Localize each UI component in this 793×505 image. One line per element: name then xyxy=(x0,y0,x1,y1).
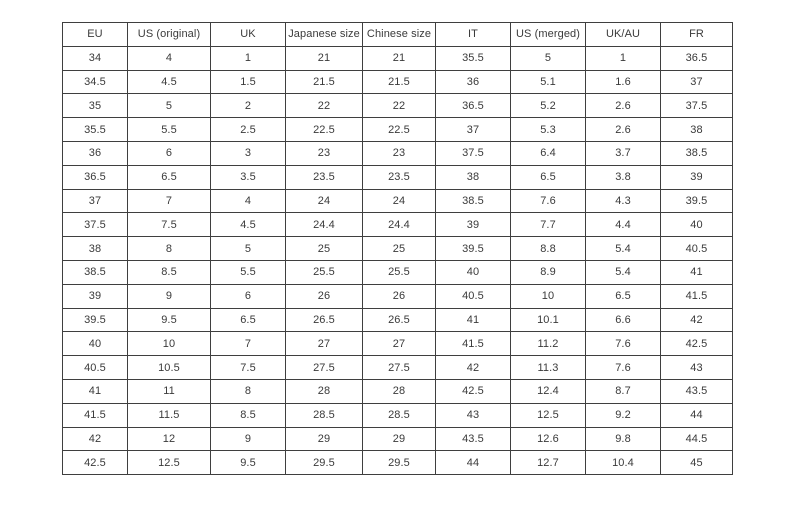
table-cell: 21.5 xyxy=(286,70,363,94)
table-cell: 39 xyxy=(63,284,128,308)
column-header: UK/AU xyxy=(586,23,661,47)
table-row xyxy=(63,403,733,427)
table-cell: 5.5 xyxy=(211,260,286,284)
column-header: US (merged) xyxy=(511,23,586,47)
table-cell: 3.5 xyxy=(211,165,286,189)
table-cell: 1 xyxy=(211,46,286,70)
table-header xyxy=(63,23,733,47)
table-cell: 6 xyxy=(211,284,286,308)
table-cell: 10.1 xyxy=(511,308,586,332)
table-row xyxy=(63,284,733,308)
table-cell: 26 xyxy=(286,284,363,308)
table-cell: 5 xyxy=(128,94,211,118)
table-row xyxy=(63,451,733,475)
table-cell: 8.9 xyxy=(511,260,586,284)
table-cell: 9 xyxy=(128,284,211,308)
table-cell: 40 xyxy=(661,213,733,237)
table-cell: 44 xyxy=(661,403,733,427)
table-cell: 5.4 xyxy=(586,237,661,261)
table-cell: 27.5 xyxy=(286,356,363,380)
table-cell: 24 xyxy=(286,189,363,213)
table-cell: 42 xyxy=(63,427,128,451)
table-cell: 39.5 xyxy=(661,189,733,213)
table-cell: 1.5 xyxy=(211,70,286,94)
table-cell: 11.3 xyxy=(511,356,586,380)
table-cell: 25 xyxy=(286,237,363,261)
table-cell: 12.6 xyxy=(511,427,586,451)
table-row xyxy=(63,213,733,237)
table-cell: 44.5 xyxy=(661,427,733,451)
column-header: EU xyxy=(63,23,128,47)
table-cell: 40.5 xyxy=(661,237,733,261)
table-row xyxy=(63,356,733,380)
table-cell: 40.5 xyxy=(436,284,511,308)
table-cell: 29.5 xyxy=(363,451,436,475)
table-cell: 9.8 xyxy=(586,427,661,451)
table-cell: 41.5 xyxy=(661,284,733,308)
table-cell: 9.5 xyxy=(211,451,286,475)
table-cell: 39.5 xyxy=(63,308,128,332)
table-cell: 12.4 xyxy=(511,379,586,403)
table-cell: 26.5 xyxy=(363,308,436,332)
table-cell: 37.5 xyxy=(436,141,511,165)
table-cell: 27 xyxy=(363,332,436,356)
table-cell: 6.6 xyxy=(586,308,661,332)
table-cell: 41.5 xyxy=(436,332,511,356)
table-cell: 26.5 xyxy=(286,308,363,332)
table-header-row xyxy=(63,23,733,47)
table-cell: 42.5 xyxy=(63,451,128,475)
table-cell: 5.3 xyxy=(511,118,586,142)
table-cell: 37.5 xyxy=(63,213,128,237)
table-cell: 10 xyxy=(128,332,211,356)
column-header: FR xyxy=(661,23,733,47)
table-cell: 29 xyxy=(363,427,436,451)
shoe-size-conversion-table xyxy=(62,22,733,475)
table-cell: 27.5 xyxy=(363,356,436,380)
table-cell: 37.5 xyxy=(661,94,733,118)
column-header: UK xyxy=(211,23,286,47)
table-cell: 3 xyxy=(211,141,286,165)
table-cell: 7.6 xyxy=(586,356,661,380)
table-cell: 4.5 xyxy=(128,70,211,94)
table-cell: 41 xyxy=(661,260,733,284)
table-cell: 9.2 xyxy=(586,403,661,427)
table-cell: 21 xyxy=(286,46,363,70)
column-header: US (original) xyxy=(128,23,211,47)
table-cell: 38.5 xyxy=(63,260,128,284)
table-cell: 8.8 xyxy=(511,237,586,261)
table-cell: 24 xyxy=(363,189,436,213)
table-cell: 39.5 xyxy=(436,237,511,261)
table-cell: 40 xyxy=(436,260,511,284)
table-cell: 7.6 xyxy=(586,332,661,356)
table-row xyxy=(63,46,733,70)
table-cell: 3.7 xyxy=(586,141,661,165)
table-cell: 12.5 xyxy=(511,403,586,427)
table-cell: 6.5 xyxy=(211,308,286,332)
table-cell: 44 xyxy=(436,451,511,475)
table-cell: 38.5 xyxy=(436,189,511,213)
table-row xyxy=(63,94,733,118)
table-cell: 10.4 xyxy=(586,451,661,475)
table-cell: 38 xyxy=(661,118,733,142)
table-cell: 42.5 xyxy=(661,332,733,356)
table-cell: 26 xyxy=(363,284,436,308)
table-cell: 9 xyxy=(211,427,286,451)
table-cell: 22.5 xyxy=(363,118,436,142)
table-cell: 36.5 xyxy=(436,94,511,118)
table-cell: 5.1 xyxy=(511,70,586,94)
table-row xyxy=(63,332,733,356)
table-cell: 4 xyxy=(211,189,286,213)
table-cell: 37 xyxy=(661,70,733,94)
table-cell: 6.5 xyxy=(511,165,586,189)
table-cell: 5.4 xyxy=(586,260,661,284)
table-cell: 43.5 xyxy=(661,379,733,403)
table-cell: 43.5 xyxy=(436,427,511,451)
table-cell: 7.5 xyxy=(128,213,211,237)
table-cell: 23.5 xyxy=(363,165,436,189)
table-cell: 2 xyxy=(211,94,286,118)
table-cell: 37 xyxy=(436,118,511,142)
table-cell: 36.5 xyxy=(63,165,128,189)
table-cell: 5.5 xyxy=(128,118,211,142)
column-header: Japanese size xyxy=(286,23,363,47)
table-row xyxy=(63,118,733,142)
column-header: IT xyxy=(436,23,511,47)
table-cell: 7.7 xyxy=(511,213,586,237)
table-cell: 25 xyxy=(363,237,436,261)
table-cell: 23 xyxy=(286,141,363,165)
table-cell: 8.7 xyxy=(586,379,661,403)
table-row xyxy=(63,260,733,284)
table-cell: 25.5 xyxy=(363,260,436,284)
table-cell: 42 xyxy=(661,308,733,332)
table-cell: 8.5 xyxy=(211,403,286,427)
table-row xyxy=(63,427,733,451)
table-cell: 39 xyxy=(436,213,511,237)
table-cell: 34.5 xyxy=(63,70,128,94)
table-cell: 40 xyxy=(63,332,128,356)
table-row xyxy=(63,165,733,189)
table-cell: 23.5 xyxy=(286,165,363,189)
table-cell: 11.2 xyxy=(511,332,586,356)
table-cell: 22.5 xyxy=(286,118,363,142)
table-body xyxy=(63,46,733,474)
table-cell: 8 xyxy=(211,379,286,403)
table-cell: 36.5 xyxy=(661,46,733,70)
table-cell: 5 xyxy=(211,237,286,261)
table-cell: 42 xyxy=(436,356,511,380)
table-cell: 6.4 xyxy=(511,141,586,165)
table-cell: 2.6 xyxy=(586,94,661,118)
table-row xyxy=(63,379,733,403)
table-cell: 11 xyxy=(128,379,211,403)
table-cell: 39 xyxy=(661,165,733,189)
table-cell: 12.7 xyxy=(511,451,586,475)
table-cell: 29 xyxy=(286,427,363,451)
table-cell: 21 xyxy=(363,46,436,70)
table-cell: 41 xyxy=(63,379,128,403)
table-cell: 4.5 xyxy=(211,213,286,237)
column-header: Chinese size xyxy=(363,23,436,47)
table-cell: 22 xyxy=(286,94,363,118)
table-cell: 12 xyxy=(128,427,211,451)
table-cell: 43 xyxy=(436,403,511,427)
table-cell: 28 xyxy=(286,379,363,403)
table-cell: 7 xyxy=(211,332,286,356)
table-cell: 6.5 xyxy=(128,165,211,189)
table-cell: 11.5 xyxy=(128,403,211,427)
table-row xyxy=(63,70,733,94)
table-cell: 9.5 xyxy=(128,308,211,332)
table-cell: 28 xyxy=(363,379,436,403)
table-cell: 23 xyxy=(363,141,436,165)
table-cell: 40.5 xyxy=(63,356,128,380)
table-cell: 3.8 xyxy=(586,165,661,189)
table-cell: 5 xyxy=(511,46,586,70)
table-cell: 4.3 xyxy=(586,189,661,213)
table-cell: 28.5 xyxy=(286,403,363,427)
table-cell: 34 xyxy=(63,46,128,70)
table-cell: 10 xyxy=(511,284,586,308)
table-cell: 42.5 xyxy=(436,379,511,403)
table-cell: 4 xyxy=(128,46,211,70)
table-cell: 38 xyxy=(436,165,511,189)
table-cell: 38.5 xyxy=(661,141,733,165)
table-row xyxy=(63,189,733,213)
table-cell: 24.4 xyxy=(363,213,436,237)
table-cell: 12.5 xyxy=(128,451,211,475)
table-cell: 2.5 xyxy=(211,118,286,142)
table-cell: 2.6 xyxy=(586,118,661,142)
table-cell: 22 xyxy=(363,94,436,118)
table-row xyxy=(63,237,733,261)
table-cell: 41.5 xyxy=(63,403,128,427)
table-cell: 29.5 xyxy=(286,451,363,475)
table-cell: 35.5 xyxy=(436,46,511,70)
table-cell: 41 xyxy=(436,308,511,332)
table-cell: 27 xyxy=(286,332,363,356)
table-cell: 8 xyxy=(128,237,211,261)
table-cell: 38 xyxy=(63,237,128,261)
table-cell: 5.2 xyxy=(511,94,586,118)
table-cell: 35 xyxy=(63,94,128,118)
table-cell: 21.5 xyxy=(363,70,436,94)
table-cell: 6 xyxy=(128,141,211,165)
table-cell: 37 xyxy=(63,189,128,213)
table-cell: 8.5 xyxy=(128,260,211,284)
table-cell: 36 xyxy=(436,70,511,94)
table-cell: 6.5 xyxy=(586,284,661,308)
table-cell: 1 xyxy=(586,46,661,70)
table-cell: 25.5 xyxy=(286,260,363,284)
table-row xyxy=(63,308,733,332)
table-cell: 28.5 xyxy=(363,403,436,427)
table-row xyxy=(63,141,733,165)
table-cell: 36 xyxy=(63,141,128,165)
table-cell: 1.6 xyxy=(586,70,661,94)
table-cell: 7 xyxy=(128,189,211,213)
table-cell: 7.5 xyxy=(211,356,286,380)
table-cell: 35.5 xyxy=(63,118,128,142)
table-cell: 43 xyxy=(661,356,733,380)
table-cell: 10.5 xyxy=(128,356,211,380)
table-cell: 4.4 xyxy=(586,213,661,237)
table-cell: 24.4 xyxy=(286,213,363,237)
table-cell: 7.6 xyxy=(511,189,586,213)
table-cell: 45 xyxy=(661,451,733,475)
